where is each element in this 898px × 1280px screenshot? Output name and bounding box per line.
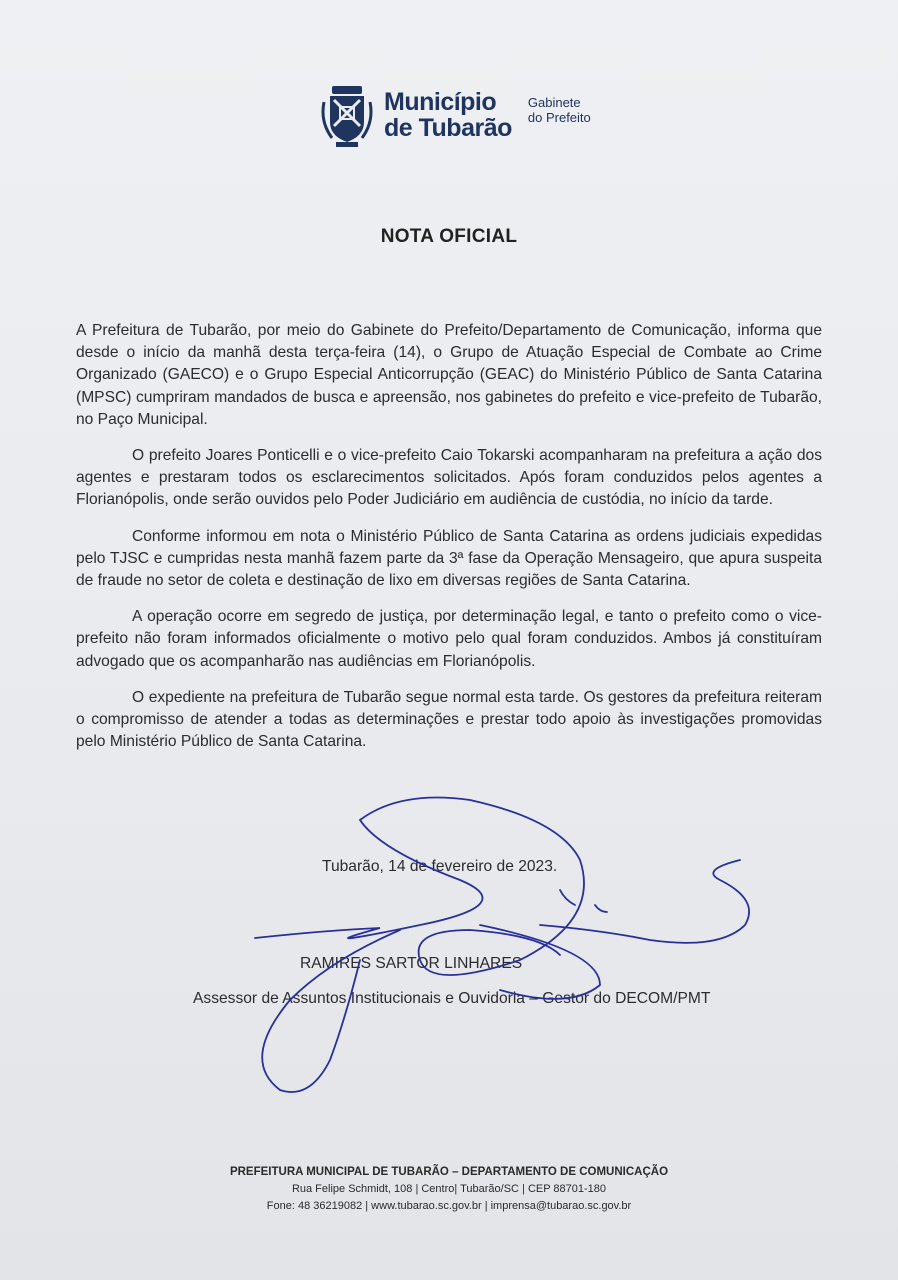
signatory-role: Assessor de Assuntos Institucionais e Ouvidoria – Gestor do DECOM/PMT	[193, 990, 711, 1007]
document-body	[76, 320, 822, 767]
signatory-name: RAMIRES SARTOR LINHARES	[300, 955, 523, 972]
paragraph: A operação ocorre em segredo de justiça, por determinação legal, e tanto o prefeito como o vice-prefeito não foram informados oficialmente o motivo pelo qual foram conduzidos. Ambos já constituíram advogado que os acompanharão nas audiências em Florianópolis.	[76, 608, 822, 670]
paragraph: A Prefeitura de Tubarão, por meio do Gabinete do Prefeito/Departamento de Comunicação, informa que desde o início da manhã desta terça-feira (14), o Grupo de Atuação Especial de Combate ao Crime Organizado (GAECO) e o Grupo Especial Anticorrupção (GEAC) do Ministério Público de Santa Catarina (MPSC) cumpriram mandados de busca e apreensão, nos gabinetes do prefeito e vice-prefeito de Tubarão, no Paço Municipal.	[76, 322, 822, 428]
paragraph: O expediente na prefeitura de Tubarão segue normal esta tarde. Os gestores da prefeitura reiteram o compromisso de atender a todas as determinações e prestar todo apoio às investigações promovidas pelo Ministério Público de Santa Catarina.	[76, 688, 822, 751]
date-line: Tubarão, 14 de fevereiro de 2023.	[322, 858, 558, 875]
footer	[0, 1164, 898, 1215]
subtitle-line-1: Gabinete	[527, 95, 581, 110]
brand-name	[384, 89, 512, 141]
brand-line-1: Município	[384, 88, 497, 116]
footer-org: PREFEITURA MUNICIPAL DE TUBARÃO – DEPARTAMENTO DE COMUNICAÇÃO	[229, 1166, 669, 1178]
document-title: NOTA OFICIAL	[380, 226, 518, 247]
paragraph: Conforme informou em nota o Ministério Público de Santa Catarina as ordens judiciais expedidas pelo TJSC e cumpridas nesta manhã fazem parte da 3ª fase da Operação Mensageiro, que apura suspeita de fraude no setor de coleta e destinação de lixo em diversas regiões de Santa Catarina.	[76, 527, 822, 590]
paragraph: O prefeito Joares Ponticelli e o vice-prefeito Caio Tokarski acompanharam na prefeitura a ação dos agentes e prestaram todos os esclarecimentos solicitados. Após foram conduzidos pelos agentes a Florianópolis, onde serão ouvidos pelo Poder Judiciário em audiência de custódia, no início da tarde.	[76, 447, 822, 509]
brand-line-2: de Tubarão	[384, 114, 512, 142]
coat-of-arms-icon	[318, 82, 376, 148]
letterhead	[318, 82, 591, 148]
brand-subtitle	[528, 95, 591, 125]
footer-address: Rua Felipe Schmidt, 108 | Centro| Tubarão/SC | CEP 88701-180	[291, 1183, 607, 1195]
subtitle-line-2: do Prefeito	[527, 110, 591, 125]
footer-contact: Fone: 48 36219082 | www.tubarao.sc.gov.br | imprensa@tubarao.sc.gov.br	[266, 1200, 632, 1212]
